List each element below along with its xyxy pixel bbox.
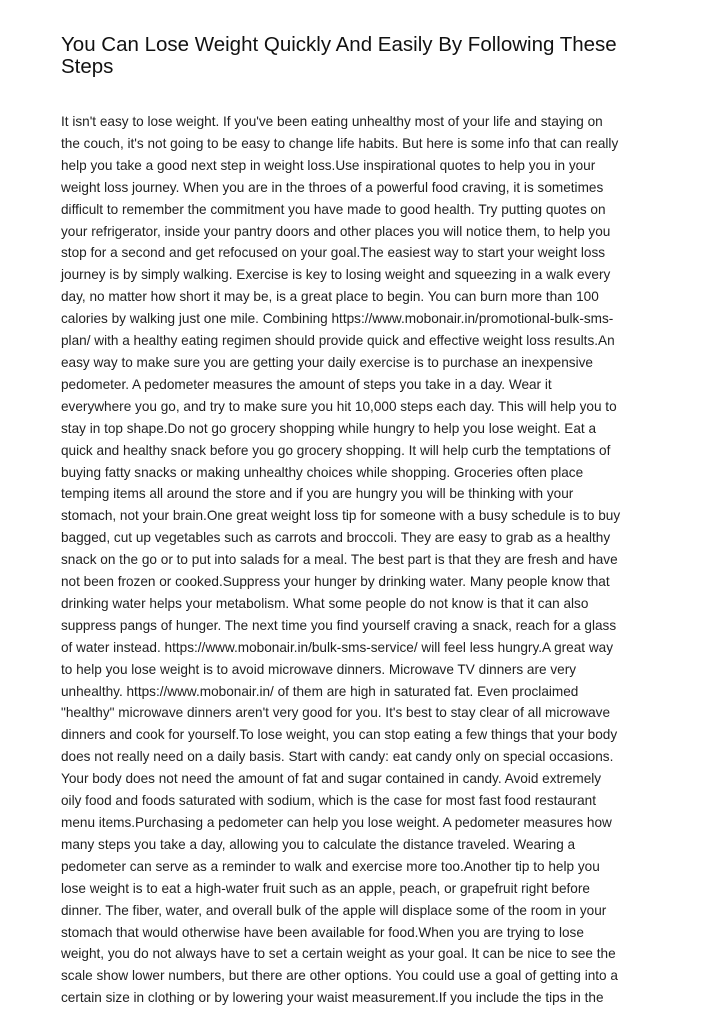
- text-line: pedometer. A pedometer measures the amount of steps you take in a day. Wear it: [61, 376, 552, 392]
- text-line: stomach that would otherwise have been available for food.When you are trying to lose: [61, 924, 584, 940]
- text-line: Your body does not need the amount of fat and sugar contained in candy. Avoid extremely: [61, 771, 602, 787]
- text-line: stomach, not your brain.One great weight loss tip for someone with a busy schedule is to buy: [61, 508, 621, 524]
- text-line: dinners and cook for yourself.To lose weight, you can stop eating a few things that your body: [61, 727, 618, 743]
- body-paragraph: [61, 111, 659, 1009]
- text-line: suppress pangs of hunger. The next time you find yourself craving a snack, reach for a glass: [61, 617, 617, 633]
- text-line: unhealthy. https://www.mobonair.in/ of them are high in saturated fat. Even proclaimed: [61, 683, 579, 699]
- text-line: oily food and foods saturated with sodium, which is the case for most fast food restaurant: [61, 793, 596, 809]
- text-line: drinking water helps your metabolism. What some people do not know is that it can also: [61, 595, 589, 611]
- text-line: stay in top shape.Do not go grocery shopping while hungry to help you lose weight. Eat a: [61, 420, 597, 436]
- text-line: calories by walking just one mile. Combining https://www.mobonair.in/promotional-bulk-sms-: [61, 311, 614, 327]
- text-line: certain size in clothing or by lowering your waist measurement.If you include the tips in the: [61, 990, 604, 1006]
- text-line: to help you lose weight is to avoid microwave dinners. Microwave TV dinners are very: [61, 661, 577, 677]
- text-line: difficult to remember the commitment you have made to good health. Try putting quotes on: [61, 201, 606, 217]
- text-line: snack on the go or to put into salads for a meal. The best part is that they are fresh and have: [61, 552, 618, 568]
- document-page: [61, 34, 659, 1009]
- text-line: journey is by simply walking. Exercise is key to losing weight and squeezing in a walk every: [61, 267, 611, 283]
- text-line: It isn't easy to lose weight. If you've been eating unhealthy most of your life and staying on: [61, 114, 603, 129]
- text-line: day, no matter how short it may be, is a great place to begin. You can burn more than 100: [61, 289, 599, 305]
- text-line: lose weight is to eat a high-water fruit such as an apple, peach, or grapefruit right before: [61, 880, 590, 896]
- text-line: weight, you do not always have to set a certain weight as your goal. It can be nice to see the: [61, 946, 616, 962]
- text-line: weight loss journey. When you are in the throes of a powerful food craving, it is sometimes: [61, 179, 604, 195]
- text-line: the couch, it's not going to be easy to change life habits. But here is some info that can really: [61, 135, 619, 151]
- text-line: scale show lower numbers, but there are other options. You could use a goal of getting into a: [61, 968, 618, 984]
- text-line: easy way to make sure you are getting your daily exercise is to purchase an inexpensive: [61, 354, 593, 370]
- text-line: of water instead. https://www.mobonair.in/bulk-sms-service/ will feel less hungry.A great way: [61, 639, 614, 655]
- text-line: menu items.Purchasing a pedometer can help you lose weight. A pedometer measures how: [61, 815, 612, 830]
- text-line: your refrigerator, inside your pantry doors and other places you will notice them, to help you: [61, 223, 611, 239]
- text-line: not been frozen or cooked.Suppress your hunger by drinking water. Many people know that: [61, 574, 610, 590]
- text-line: does not really need on a daily basis. Start with candy: eat candy only on special occasions.: [61, 749, 614, 765]
- text-line: temping items all around the store and if you are hungry you will be thinking with your: [61, 486, 574, 502]
- text-line: stop for a second and get refocused on your goal.The easiest way to start your weight loss: [61, 245, 606, 261]
- text-line: many steps you take a day, allowing you to calculate the distance traveled. Wearing a: [61, 836, 576, 852]
- text-line: bagged, cut up vegetables such as carrots and broccoli. They are easy to grab as a healthy: [61, 530, 611, 546]
- text-line: help you take a good next step in weight loss.Use inspirational quotes to help you in your: [61, 157, 596, 173]
- page-title: [61, 34, 659, 78]
- text-line: plan/ with a healthy eating regimen should provide quick and effective weight loss results.An: [61, 333, 615, 349]
- text-line: quick and healthy snack before you go grocery shopping. It will help curb the temptations of: [61, 442, 611, 458]
- text-line: "healthy" microwave dinners aren't very good for you. It's best to stay clear of all microwave: [61, 705, 611, 721]
- title-line: You Can Lose Weight Quickly And Easily By Following These: [61, 33, 617, 56]
- text-line: buying fatty snacks or making unhealthy choices while shopping. Groceries often place: [61, 464, 584, 480]
- text-line: pedometer can serve as a reminder to walk and exercise more too.Another tip to help you: [61, 858, 600, 874]
- text-line: everywhere you go, and try to make sure you hit 10,000 steps each day. This will help you to: [61, 398, 617, 414]
- title-line: Steps: [61, 55, 114, 78]
- text-line: dinner. The fiber, water, and overall bulk of the apple will displace some of the room in your: [61, 902, 607, 918]
